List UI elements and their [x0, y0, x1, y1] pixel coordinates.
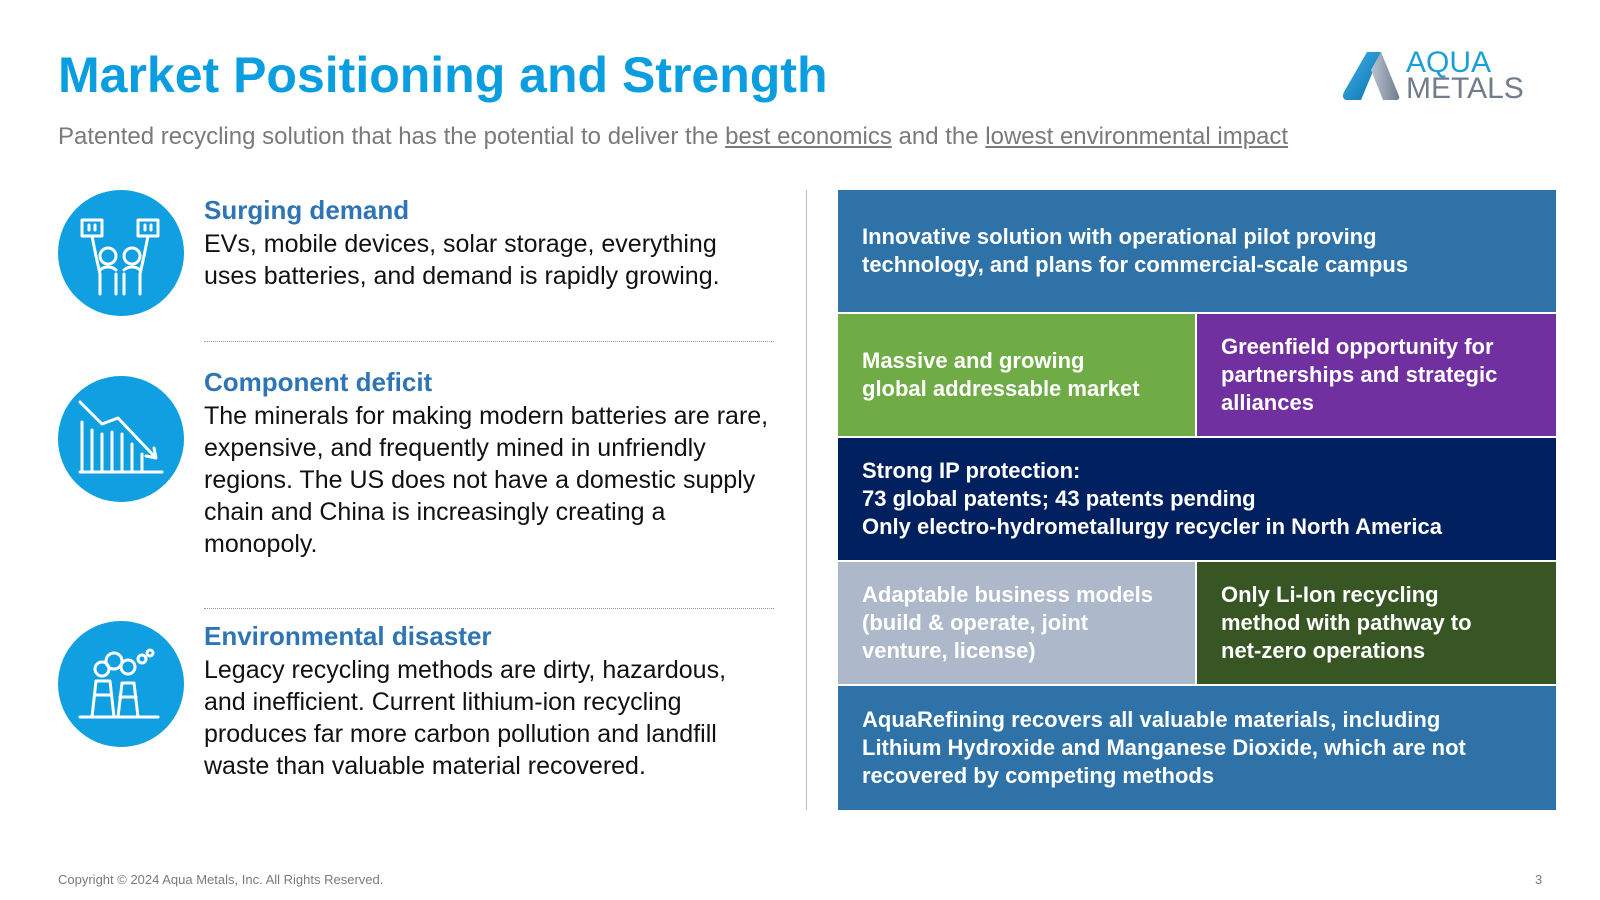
- subtitle-text-mid: and the: [891, 123, 986, 150]
- logo-text-aqua: AQUA: [1406, 46, 1492, 79]
- tile-net-zero: [1197, 562, 1556, 684]
- tile-text: Innovative solution with operational pilot proving technology, and plans for commercial-scale campus: [862, 224, 1409, 277]
- divider: [204, 341, 774, 342]
- aqua-metals-logo-icon: [1343, 50, 1401, 102]
- protesters-icon: [58, 190, 184, 316]
- point-icon-circle: [58, 621, 184, 747]
- column-divider: [806, 190, 807, 810]
- factory-smoke-icon: [58, 621, 184, 747]
- tile-text: Greenfield opportunity for partnerships and strategic alliances: [1221, 334, 1498, 415]
- divider: [204, 608, 774, 609]
- point-text: [204, 366, 774, 560]
- subtitle-emphasis-impact: lowest environmental impact: [985, 123, 1289, 150]
- point-icon-circle: [58, 190, 184, 316]
- tile-text: Only Li-Ion recycling method with pathway to net-zero operations: [1221, 582, 1472, 663]
- point-body: The minerals for making modern batteries are rare, expensive, and frequently mined in unfriendly regions. The US does not have a domestic supply chain and China is increasingly creating a monopoly.: [204, 402, 769, 558]
- point-text: [204, 620, 774, 782]
- point-body: EVs, mobile devices, solar storage, everything uses batteries, and demand is rapidly growing.: [204, 230, 720, 290]
- point-title: Component deficit: [204, 367, 433, 397]
- logo-text-metals: METALS: [1406, 72, 1524, 105]
- tile-addressable-market: [838, 314, 1195, 436]
- point-text: [204, 194, 774, 292]
- page-subtitle: [58, 123, 1288, 151]
- subtitle-text: Patented recycling solution that has the potential to deliver the: [58, 123, 726, 150]
- company-logo: [1343, 48, 1558, 104]
- point-title: Surging demand: [204, 195, 410, 225]
- point-body: Legacy recycling methods are dirty, hazardous, and inefficient. Current lithium-ion recycling produces far more carbon pollution and landfill waste than valuable material recovered.: [204, 656, 727, 780]
- declining-chart-icon: [58, 376, 184, 502]
- point-title: Environmental disaster: [204, 621, 492, 651]
- tile-text: AquaRefining recovers all valuable materials, including Lithium Hydroxide and Manganese Dioxide, which are not recovered by competing methods: [862, 707, 1466, 788]
- point-icon-circle: [58, 376, 184, 502]
- footer-copyright: Copyright © 2024 Aqua Metals, Inc. All Rights Reserved.: [58, 872, 384, 887]
- tile-aquarefining: [838, 686, 1556, 810]
- page-title: Market Positioning and Strength: [58, 47, 828, 103]
- tile-innovative-solution: [838, 190, 1556, 312]
- subtitle-emphasis-economics: best economics: [725, 123, 892, 150]
- tile-ip-protection: [838, 438, 1556, 560]
- tile-text: Adaptable business models (build & operate, joint venture, license): [862, 582, 1153, 663]
- tile-text: Massive and growing global addressable market: [862, 348, 1140, 401]
- page-number: 3: [1535, 872, 1543, 887]
- tile-greenfield-opportunity: [1197, 314, 1556, 436]
- tile-business-models: [838, 562, 1195, 684]
- tile-text: Strong IP protection: 73 global patents; 43 patents pending Only electro-hydrometallurgy recycler in North America: [862, 458, 1442, 539]
